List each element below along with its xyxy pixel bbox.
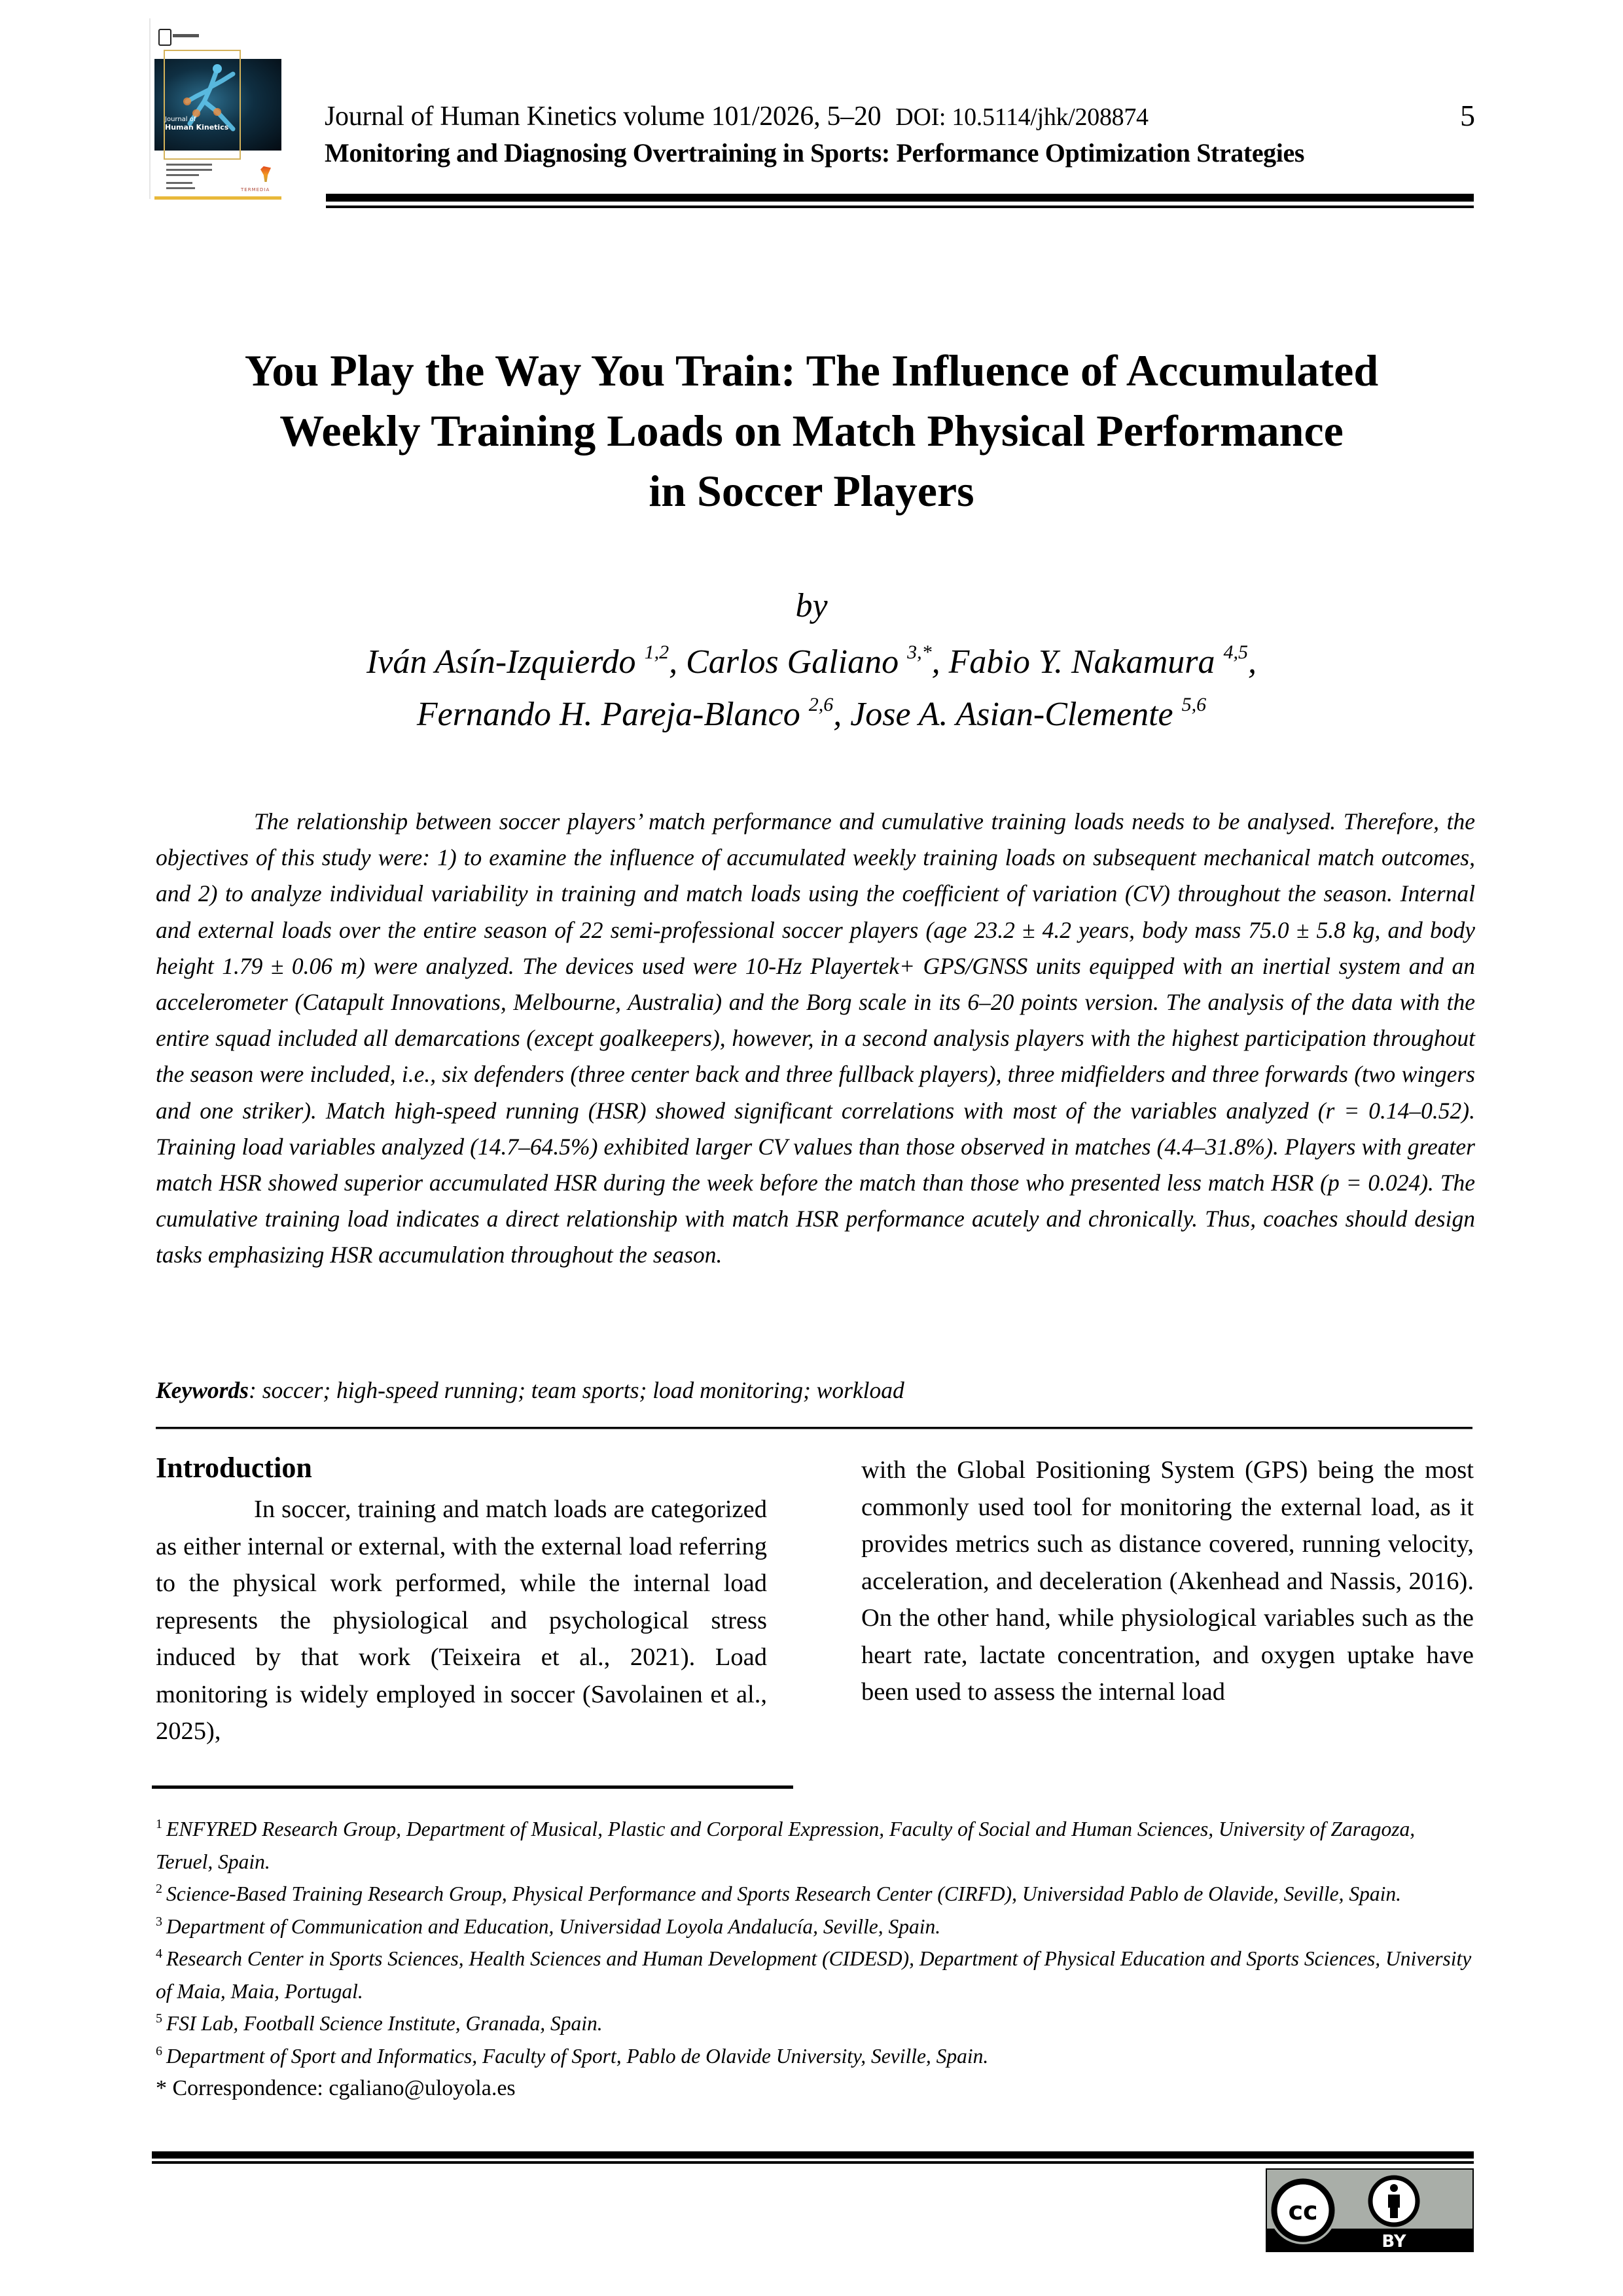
- article-title: You Play the Way You Train: The Influence of Accumulated Weekly Training Loads on Match Physical Performance in Soccer Players: [244, 346, 1379, 516]
- cover-small-text: [166, 164, 212, 166]
- body-column-right: with the Global Positioning System (GPS) being the most commonly used tool for monitoring the external load, as it provides metrics such as distance covered, running velocity, acceleration, and deceleration (Akenhead and Nassis, 2016). On the other hand, while physiological variables such as the heart rate, lactate concentration, and oxygen uptake have been used to assess the internal load: [861, 1456, 1474, 1706]
- section-heading-introduction: Introduction: [156, 1452, 312, 1484]
- journal-cover-thumbnail: [149, 18, 280, 199]
- author-name: Jose A. Asian-Clemente: [850, 696, 1173, 733]
- footnote-item: $^2$ Science-Based Training Research Group, Physical Performance and Sports Research Center (CIRFD), Universidad Pablo de Olavide, Seville, Spain.: [156, 1882, 1401, 1905]
- journal-volume: Journal of Human Kinetics volume 101/2026, 5–20: [325, 101, 882, 132]
- footer-rule-thin: [152, 2161, 1474, 2164]
- correspondence-email[interactable]: * Correspondence: cgaliano@uloyola.es: [156, 2076, 516, 2100]
- footnote-rule: [152, 1785, 793, 1789]
- keywords: [156, 1376, 904, 1404]
- footnote-item: $^4$ Research Center in Sports Sciences, Health Sciences and Human Development (CIDESD), Department of Physical Education and Sports Sciences, University of Maia, Maia, Portugal.: [156, 1946, 1472, 2003]
- keywords-label: Keywords: [156, 1377, 249, 1403]
- footnote-item: $^5$ FSI Lab, Football Science Institute, Granada, Spain.: [156, 2011, 603, 2035]
- cover-small-text: [166, 174, 199, 176]
- author-name: Carlos Galiano: [686, 643, 899, 681]
- header-rule-thin: [326, 206, 1474, 208]
- affiliation-footnotes: [156, 1813, 1475, 2105]
- cc-by-license-badge[interactable]: [1266, 2168, 1474, 2252]
- by-label: by: [795, 587, 828, 624]
- author-affiliation: 2,6: [808, 694, 834, 715]
- header-rule-thick: [326, 194, 1474, 202]
- abstract-divider: [156, 1427, 1472, 1429]
- publisher-logo: TERMEDIA: [241, 187, 270, 192]
- special-issue-title: Monitoring and Diagnosing Overtraining in Sports: Performance Optimization Strategies: [325, 138, 1305, 168]
- author-line-1: Iván Asín-Izquierdo $^{1,2}$, Carlos Galiano $^{3,*}$, Fabio Y. Nakamura $^{4,5}$,: [366, 641, 1257, 681]
- cover-small-text: [166, 187, 195, 189]
- author-name: Fernando H. Pareja-Blanco: [416, 696, 800, 733]
- cc-icon: cc: [1288, 2197, 1318, 2225]
- footer-rule-thick: [152, 2151, 1474, 2159]
- cover-small-text: [166, 169, 212, 171]
- footnote-item: $^6$ Department of Sport and Informatics, Faculty of Sport, Pablo de Olavide University, Seville, Spain.: [156, 2043, 989, 2068]
- author-affiliation: 5,6: [1181, 694, 1207, 715]
- author-affiliation: 4,5: [1223, 641, 1249, 663]
- keywords-list: : soccer; high-speed running; team sports; load monitoring; workload: [249, 1377, 904, 1403]
- by-icon: BY: [1382, 2232, 1406, 2251]
- cover-title: Journal of Human Kinetics: [165, 116, 229, 132]
- body-column-left: In soccer, training and match loads are categorized as either internal or external, with the external load referring to the physical work performed, while the internal load represents the physiological and psychological stress induced by that work (Teixeira et al., 2021). Load monitoring is widely employed in soccer (Savolainen et al., 2025),: [156, 1496, 767, 1745]
- author-name: Fabio Y. Nakamura: [948, 643, 1215, 681]
- torch-logo-icon: [260, 166, 271, 182]
- footnote-item: $^3$ Department of Communication and Education, Universidad Loyola Andalucía, Seville, Spain.: [156, 1914, 941, 1938]
- running-header-journal: [325, 101, 1149, 132]
- abstract: The relationship between soccer players’ match performance and cumulative training loads needs to be analysed. Therefore, the objectives of this study were: 1) to examine the influence of accumulated weekly training loads on subsequent mechanical match outcomes, and 2) to analyze individual variability in training and match loads using the coefficient of variation (CV) throughout the season. Internal and external loads over the entire season of 22 semi-professional soccer players (age 23.2 ± 4.2 years, body mass 75.0 ± 5.8 kg, and body height 1.79 ± 0.06 m) were analyzed. The devices used were 10-Hz Playertek+ GPS/GNSS units equipped with an inertial system and an accelerometer (Catapult Innovations, Melbourne, Australia) and the Borg scale in its 6–20 points version. The analysis of the data with the entire squad included all demarcations (except goalkeepers), however, in a second analysis players with the highest participation throughout the season were included, i.e., six defenders (three center back and three fullback players), three midfielders and three forwards (two wingers and one striker). Match high-speed running (HSR) showed significant correlations with most of the variables analyzed (r = 0.14–0.52). Training load variables analyzed (14.7–64.5%) exhibited larger CV values than those observed in matches (4.4–31.8%). Players with greater match HSR showed superior accumulated HSR during the week before the match than those who presented less match HSR (p = 0.024). The cumulative training load indicates a direct relationship with match HSR performance acutely and chronically. Thus, coaches should design tasks emphasizing HSR accumulation throughout the season.: [156, 808, 1475, 1268]
- author-line-2: Fernando H. Pareja-Blanco $^{2,6}$, Jose A. Asian-Clemente $^{5,6}$: [416, 694, 1207, 733]
- issn-text: [173, 34, 199, 37]
- doi-link[interactable]: DOI: 10.5114/jhk/208874: [895, 103, 1149, 131]
- cover-small-text: [166, 182, 192, 184]
- footnote-item: $^1$ ENFYRED Research Group, Department of Musical, Plastic and Corporal Expression, Faculty of Social and Human Sciences, University of Zaragoza, Teruel, Spain.: [156, 1817, 1416, 1873]
- page-number: 5: [1460, 99, 1475, 132]
- author-list: [157, 636, 1466, 741]
- cover-gold-bar: [154, 196, 281, 200]
- cover-frame: [164, 50, 241, 160]
- author-affiliation: 1,2: [644, 641, 669, 663]
- author-affiliation: 3,*: [907, 641, 932, 663]
- author-name: Iván Asín-Izquierdo: [366, 643, 636, 681]
- jhk-logo-icon: [158, 29, 171, 46]
